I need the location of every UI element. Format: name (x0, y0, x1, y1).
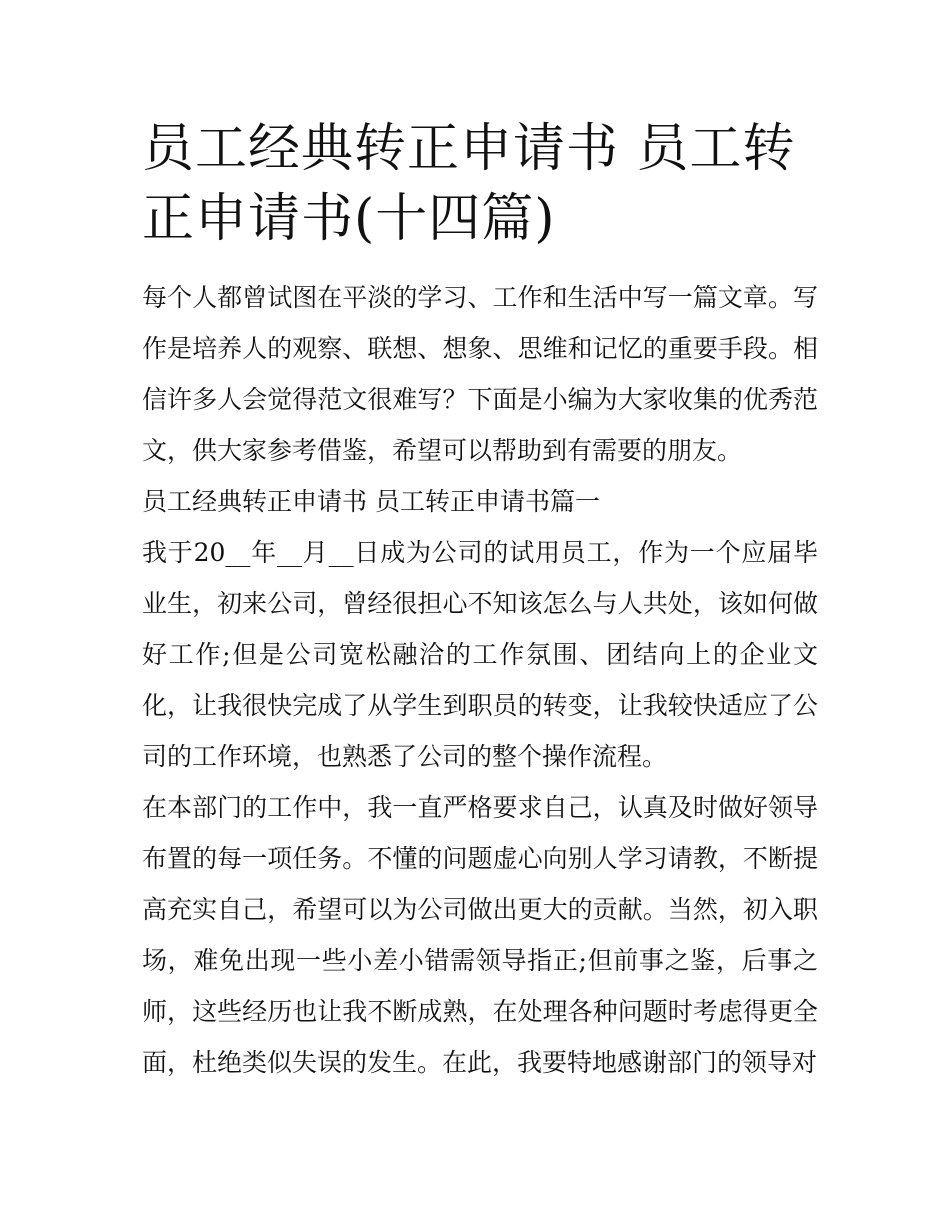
section-heading: 员工经典转正申请书 员工转正申请书篇一 (142, 487, 600, 516)
document-title: 员工经典转正申请书 员工转正申请书(十四篇) (142, 119, 796, 249)
document-body (142, 114, 818, 1088)
body-paragraph: 在本部门的工作中，我一直严格要求自己，认真及时做好领导布置的每一项任务。不懂的问题虚心向别人学习请教，不断提高充实自己，希望可以为公司做出更大的贡献。当然，初入职场，难免出现一些小差小错需领导指正;但前事之鉴，后事之师，这些经历也让我不断成熟，在处理各种问题时考虑得更全面，杜绝类似失误的发生。在此，我要特地感谢部门的领导对 (142, 793, 818, 1077)
intro-paragraph: 每个人都曾试图在平淡的学习、工作和生活中写一篇文章。写作是培养人的观察、联想、想象、思维和记忆的重要手段。相信许多人会觉得范文很难写？下面是小编为大家收集的优秀范文，供大家参考借鉴，希望可以帮助到有需要的朋友。 (142, 283, 818, 465)
body-paragraph: 我于20__年__月__日成为公司的试用员工，作为一个应届毕业生，初来公司，曾经很担心不知该怎么与人共处，该如何做好工作;但是公司宽松融洽的工作氛围、团结向上的企业文化，让我很快完成了从学生到职员的转变，让我较快适应了公司的工作环境，也熟悉了公司的整个操作流程。 (142, 538, 818, 771)
